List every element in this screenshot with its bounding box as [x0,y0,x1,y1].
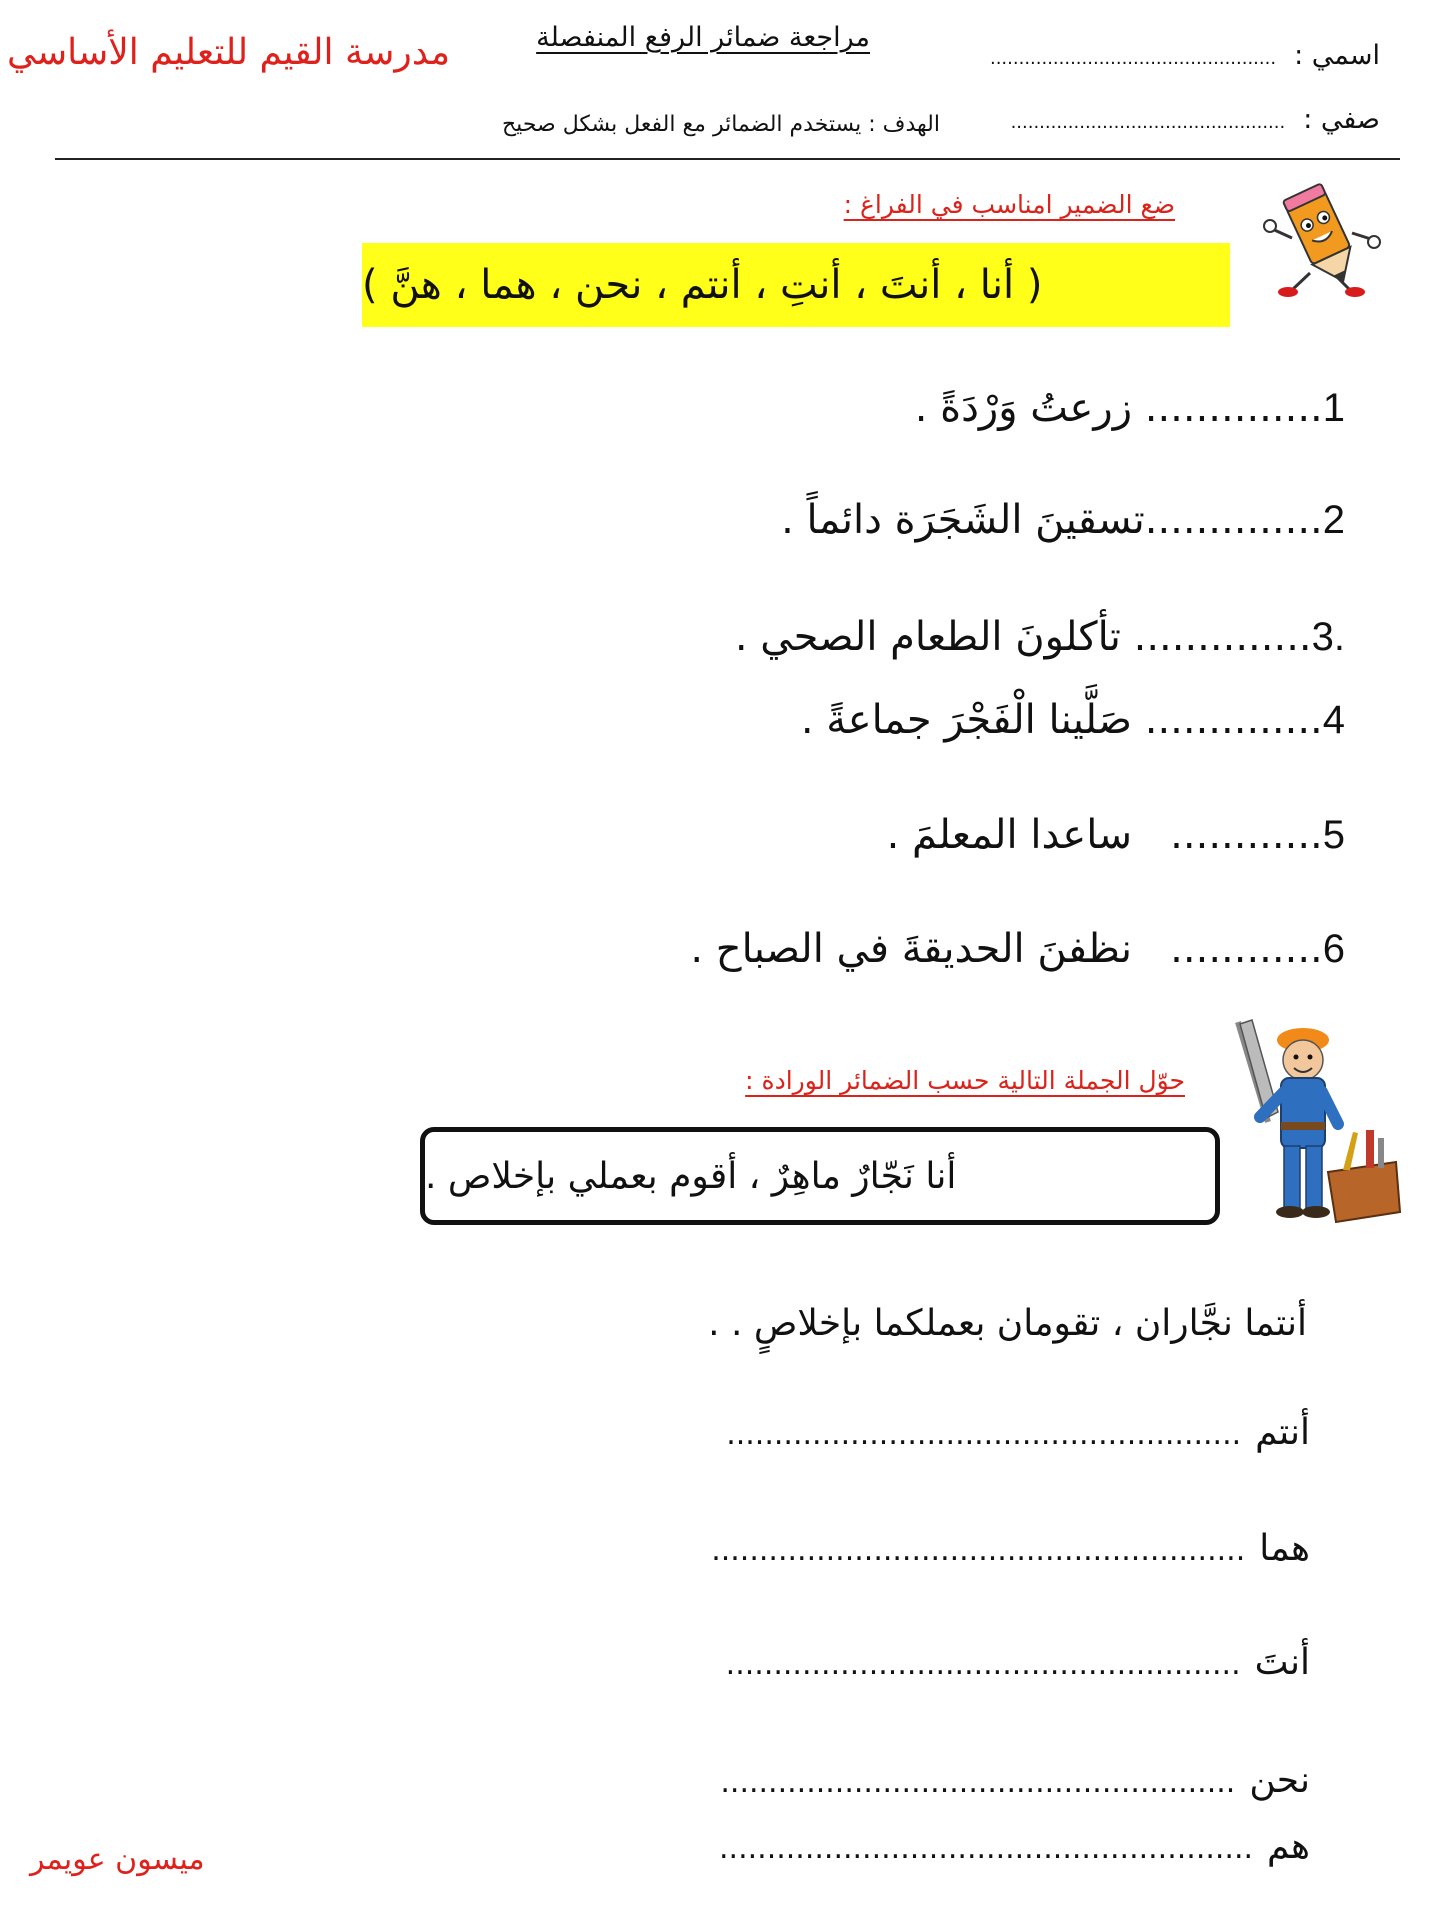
example-answer: أنتما نجَّاران ، تقومان بعملكما بإخلاصٍ . . [708,1303,1307,1344]
answer-line-5 [719,1826,1310,1867]
answer-blank[interactable]: ...................................................... [725,1647,1241,1682]
answer-blank[interactable]: ........................................................ [719,1831,1254,1866]
exercise1-instruction: ضع الضمير امناسب في الفراغ : [843,190,1175,219]
item-text: تأكلونَ الطعام الصحي . [734,614,1121,660]
item-text: ساعدا المعلمَ . [886,812,1133,858]
header-divider [55,158,1400,160]
name-dots: .................................................. [989,48,1277,69]
item-number: 2 [1322,498,1345,542]
item-number: 6 [1322,927,1345,971]
item-text: صَلَّينا الْفَجْرَ جماعةً . [800,697,1133,743]
item-blank[interactable]: .............. [1133,614,1312,660]
class-label: صفي : [1303,104,1380,135]
pencil-mascot-icon [1262,178,1382,298]
item-blank[interactable]: ............ [1170,812,1323,858]
pronoun-label: أنتَ [1254,1642,1310,1683]
item-blank[interactable]: .............. [1144,497,1323,543]
answer-line-1 [726,1412,1310,1453]
pronoun-label: هما [1259,1528,1310,1569]
lesson-goal: الهدف : يستخدم الضمائر مع الفعل بشكل صحيح [501,112,940,137]
item-blank[interactable]: ............ [1170,926,1323,972]
answer-line-4 [720,1760,1310,1801]
school-name: مدرسة القيم للتعليم الأساسي [6,32,450,73]
item-number: 1 [1322,386,1345,430]
author-name: ميسون عويمر [30,1842,205,1877]
item-blank[interactable]: .............. [1144,697,1323,743]
name-label: اسمي : [1294,40,1380,71]
carpenter-icon [1218,1012,1403,1227]
word-bank: ( أنا ، أنتَ ، أنتِ ، أنتم ، نحن ، هما ، هنَّ ) [362,243,1230,327]
exercise2-instruction: حوّل الجملة التالية حسب الضمائر الورادة : [745,1066,1185,1095]
question-6 [690,926,1345,972]
name-field[interactable] [990,40,1380,71]
class-field[interactable] [1011,104,1380,135]
question-2 [781,497,1345,543]
item-number: .3 [1311,615,1345,659]
answer-blank[interactable]: ...................................................... [720,1765,1236,1800]
answer-line-3 [726,1642,1310,1683]
answer-line-2 [711,1528,1310,1569]
source-sentence-box: أنا نَجّارٌ ماهِرٌ ، أقوم بعملي بإخلاص . [420,1127,1220,1225]
pronoun-label: نحن [1249,1760,1310,1801]
item-text: تسقينَ الشَجَرَة دائماً . [781,497,1145,543]
item-blank[interactable]: .............. [1144,385,1323,431]
question-4 [801,697,1345,743]
question-1 [915,385,1345,431]
item-text: نظفنَ الحديقةَ في الصباح . [690,926,1133,972]
answer-blank[interactable]: ........................................................ [711,1533,1246,1568]
question-5 [887,812,1345,858]
class-dots: ................................................ [1010,112,1286,133]
item-text: زرعتُ وَرْدَةً . [914,385,1133,431]
answer-blank[interactable]: ...................................................... [726,1417,1242,1452]
worksheet-title: مراجعة ضمائر الرفع المنفصلة [536,22,870,53]
pronoun-label: أنتم [1255,1412,1310,1453]
question-3 [735,614,1345,660]
pronoun-label: هم [1267,1826,1310,1867]
item-number: 5 [1322,813,1345,857]
item-number: 4 [1322,698,1345,742]
